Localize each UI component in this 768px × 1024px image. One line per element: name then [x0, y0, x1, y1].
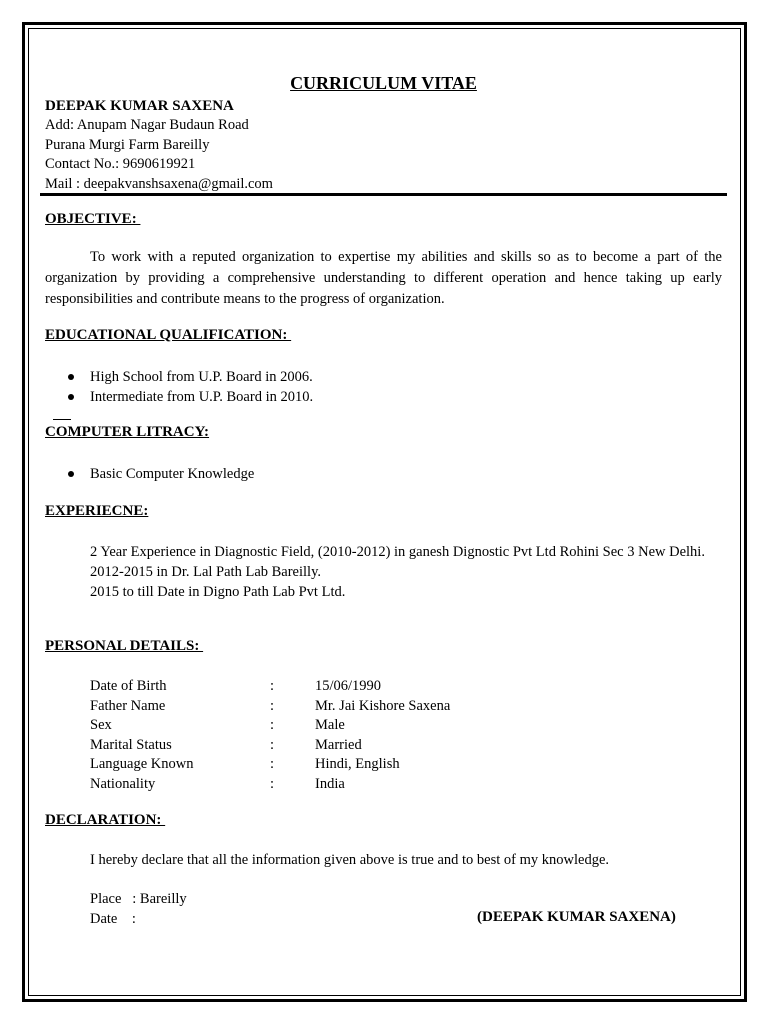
field-value: India — [315, 775, 345, 792]
field-separator: : — [270, 756, 275, 772]
experience-line: 2015 to till Date in Digno Path Lab Pvt Ltd. — [90, 584, 346, 600]
field-separator: : — [270, 678, 275, 694]
table-row — [90, 755, 615, 775]
personal-heading: PERSONAL DETAILS: — [45, 638, 204, 654]
field-value: 15/06/1990 — [315, 678, 382, 694]
table-row — [90, 716, 615, 736]
field-value: Married — [315, 736, 362, 753]
divider-mark — [53, 419, 71, 420]
experience-line: 2012-2015 in Dr. Lal Path Lab Bareilly. — [90, 564, 322, 580]
field-value: Mr. Jai Kishore Saxena — [315, 697, 451, 714]
objective-heading: OBJECTIVE: — [45, 211, 141, 227]
list-item: High School from U.P. Board in 2006. — [68, 367, 313, 387]
document-title: CURRICULUM VITAE — [290, 73, 477, 93]
experience-line: 2 Year Experience in Diagnostic Field, (2010-2012) in ganesh Dignostic Pvt Ltd Rohini Sec 3 New Delhi. — [90, 544, 705, 560]
field-label: Date of Birth — [90, 678, 167, 694]
date-line: Date : — [90, 911, 136, 927]
header-divider — [40, 193, 727, 196]
field-value: Male — [315, 717, 345, 733]
email-address: Mail : deepakvanshsaxena@gmail.com — [45, 175, 273, 192]
list-item: Intermediate from U.P. Board in 2010. — [68, 387, 313, 407]
table-row — [90, 775, 615, 795]
declaration-text: I hereby declare that all the information given above is true and to best of my knowledge. — [90, 852, 610, 868]
contact-number: Contact No.: 9690619921 — [45, 156, 196, 172]
field-separator: : — [270, 736, 275, 753]
candidate-name: DEEPAK KUMAR SAXENA — [45, 98, 234, 114]
experience-block — [90, 542, 720, 602]
signature-name: (DEEPAK KUMAR SAXENA) — [477, 909, 676, 925]
field-label: Marital Status — [90, 736, 172, 753]
personal-details-table — [90, 677, 615, 794]
table-row — [90, 697, 615, 717]
field-label: Nationality — [90, 775, 156, 792]
declaration-heading: DECLARATION: — [45, 812, 166, 828]
place-line: Place : Bareilly — [90, 891, 187, 907]
field-label: Father Name — [90, 697, 166, 714]
field-label: Language Known — [90, 756, 194, 772]
education-heading: EDUCATIONAL QUALIFICATION: — [45, 327, 292, 343]
address-line-2: Purana Murgi Farm Bareilly — [45, 136, 210, 153]
header-block — [45, 70, 722, 194]
field-label: Sex — [90, 717, 112, 733]
computer-heading: COMPUTER LITRACY: — [45, 424, 210, 440]
computer-list — [68, 464, 254, 484]
education-list — [68, 367, 313, 407]
field-separator: : — [270, 717, 275, 733]
table-row — [90, 677, 615, 697]
table-row — [90, 736, 615, 756]
list-item: Basic Computer Knowledge — [68, 464, 254, 484]
experience-heading: EXPERIECNE: — [45, 503, 149, 519]
field-value: Hindi, English — [315, 756, 400, 772]
objective-text: To work with a reputed organization to expertise my abilities and skills so as to become a part of the organization by providing a comprehensive understanding to different operation and hence taking up early responsibilities and contribute means to the progress of organization. — [45, 249, 722, 307]
address-line-1: Add: Anupam Nagar Budaun Road — [45, 117, 249, 133]
field-separator: : — [270, 775, 275, 792]
field-separator: : — [270, 697, 275, 714]
